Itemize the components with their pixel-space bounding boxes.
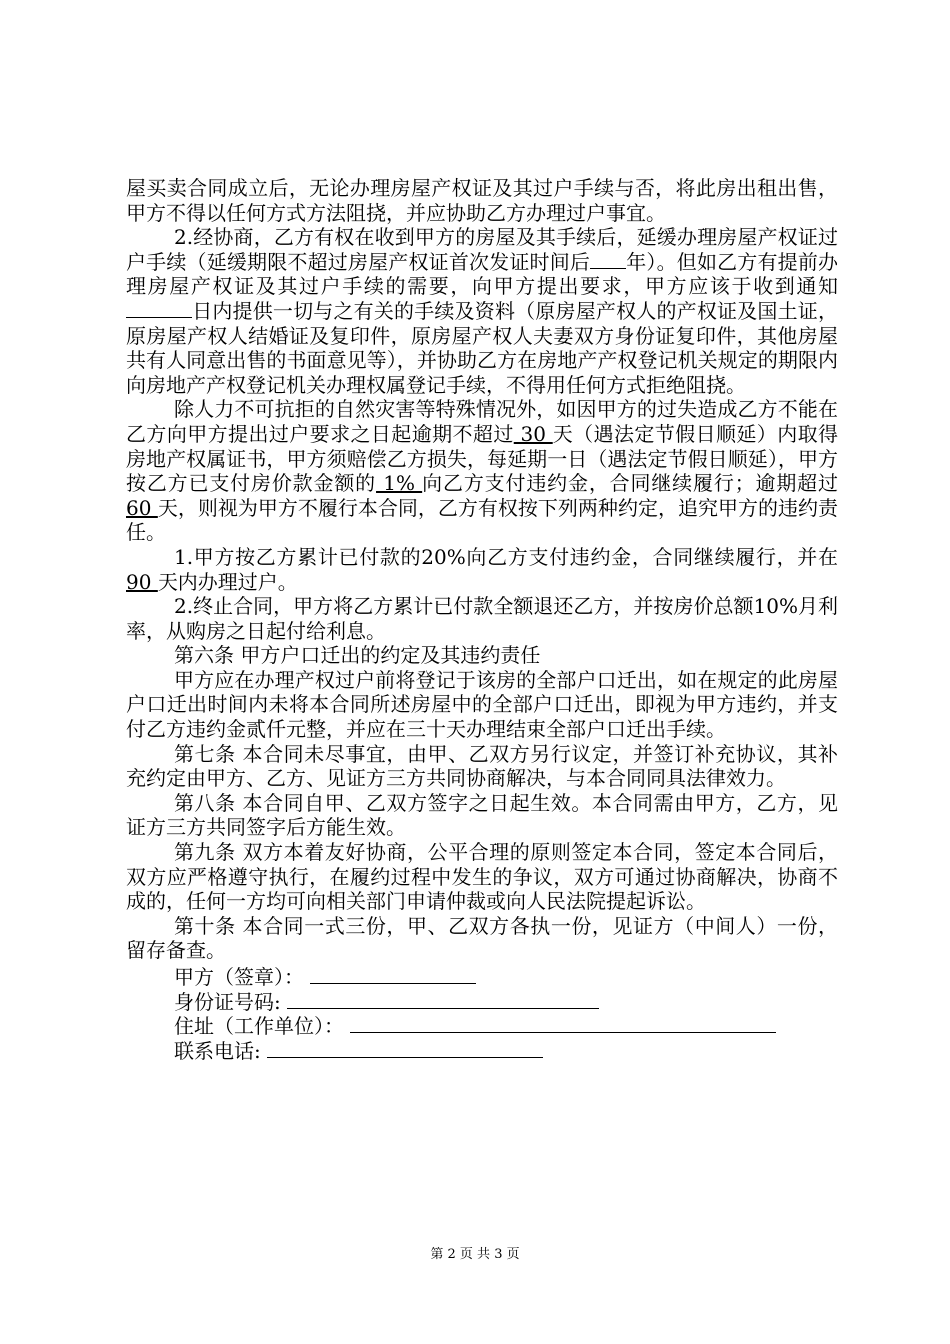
paragraph-house-sale: 屋买卖合同成立后，无论办理房屋产权证及其过户手续与否，将此房出租出售，甲方不得以任何方式方法阻挠，并应协助乙方办理过户事宜。 <box>126 176 838 225</box>
paragraph-option-1 <box>126 545 838 594</box>
deferral-text-1: 2.经协商，乙方有权在收到甲方的房屋及其手续后，延缓办理房屋产权证过户手续（延缓期限不超过房屋产权证首次发证时间后 <box>126 225 838 274</box>
paragraph-hukou: 甲方应在办理产权过户前将登记于该房的全部户口迁出，如在规定的此房屋户口迁出时间内未将本合同所述房屋中的全部户口迁出，即视为甲方违约，并支付乙方违约金贰仟元整，并应在三十天办理结束全部户口迁出手续。 <box>126 667 838 742</box>
option-1-text-1: 1.甲方按乙方累计已付款的20%向乙方支付违约金，合同继续履行，并在 <box>174 544 838 569</box>
article-6-heading: 第六条 甲方户口迁出的约定及其违约责任 <box>174 643 541 668</box>
party-a-label: 甲方（签章）： <box>174 965 304 989</box>
paragraph-option-2: 2.终止合同，甲方将乙方累计已付款全额退还乙方，并按房价总额10%月利率，从购房之日起付给利息。 <box>126 594 838 643</box>
notice-days-blank <box>126 299 192 318</box>
page-footer: 第 2 页 共 3 页 <box>430 1247 520 1262</box>
phone-label: 联系电话: <box>174 1038 261 1063</box>
paragraph-deferral <box>126 225 838 397</box>
years-blank <box>590 250 626 269</box>
signature-party-a <box>126 963 838 988</box>
transfer-days-value: 90 <box>126 569 158 594</box>
signature-id-number <box>126 988 838 1013</box>
party-a-signature-line[interactable] <box>310 963 476 984</box>
contract-body <box>126 176 838 1061</box>
article-8: 第八条 本合同自甲、乙双方签字之日起生效。本合同需由甲方，乙方，见证方三方共同签字后方能生效。 <box>126 790 838 840</box>
force-majeure-text-2: 天（遇法定节假日顺延）内取得房地产权属证书，甲方须赔偿乙方损失，每延期一日（遇法定节假日顺延），甲方按乙方已支付房价款金额的 <box>126 421 839 496</box>
phone-line[interactable] <box>267 1037 543 1058</box>
id-number-label: 身份证号码: <box>174 989 281 1014</box>
address-line[interactable] <box>350 1012 776 1033</box>
address-label: 住址（工作单位）： <box>174 1014 344 1039</box>
force-majeure-text-4: 天，则视为甲方不履行本合同，乙方有权按下列两种约定，追究甲方的违约责任。 <box>126 495 838 545</box>
deferral-text-2: 年）。但如乙方有提前办理房屋产权证及其过户手续的需要，向甲方提出要求，甲方应该于收到通知 <box>126 249 839 299</box>
max-overdue-days-value: 60 <box>126 495 158 520</box>
paragraph-force-majeure <box>126 397 838 545</box>
id-number-line[interactable] <box>287 988 599 1009</box>
force-majeure-text-3: 向乙方支付违约金，合同继续履行；逾期超过 <box>422 471 839 496</box>
signature-phone <box>126 1037 838 1062</box>
force-majeure-text-1: 除人力不可抗拒的自然灾害等特殊情况外，如因甲方的过失造成乙方不能在乙方向甲方提出过户要求之日起逾期不超过 <box>126 397 838 446</box>
deferral-text-3: 日内提供一切与之有关的手续及资料（原房屋产权人的产权证及国土证，原房屋产权人结婚证及复印件，原房屋产权人夫妻双方身份证复印件，其他房屋共有人同意出售的书面意见等），并协助乙方在房地产产权登记机关规定的期限内向房地产产权登记机关办理权属登记手续，不得用任何方式拒绝阻挠。 <box>126 298 838 397</box>
article-10: 第十条 本合同一式三份，甲、乙双方各执一份，见证方（中间人）一份，留存备查。 <box>126 913 838 963</box>
article-7: 第七条 本合同未尽事宜，由甲、乙双方另行议定，并签订补充协议，其补充约定由甲方、乙方、见证方三方共同协商解决，与本合同同具法律效力。 <box>126 741 838 791</box>
penalty-rate-value: 1% <box>376 471 423 496</box>
signature-address <box>126 1012 838 1037</box>
option-1-text-2: 天内办理过户。 <box>157 569 298 594</box>
article-9: 第九条 双方本着友好协商，公平合理的原则签定本合同，签定本合同后，双方应严格遵守执行，在履约过程中发生的争议，双方可通过协商解决，协商不成的，任何一方均可向相关部门申请仲裁或向人民法院提起诉讼。 <box>126 840 838 914</box>
overdue-days-value: 30 <box>513 421 553 446</box>
